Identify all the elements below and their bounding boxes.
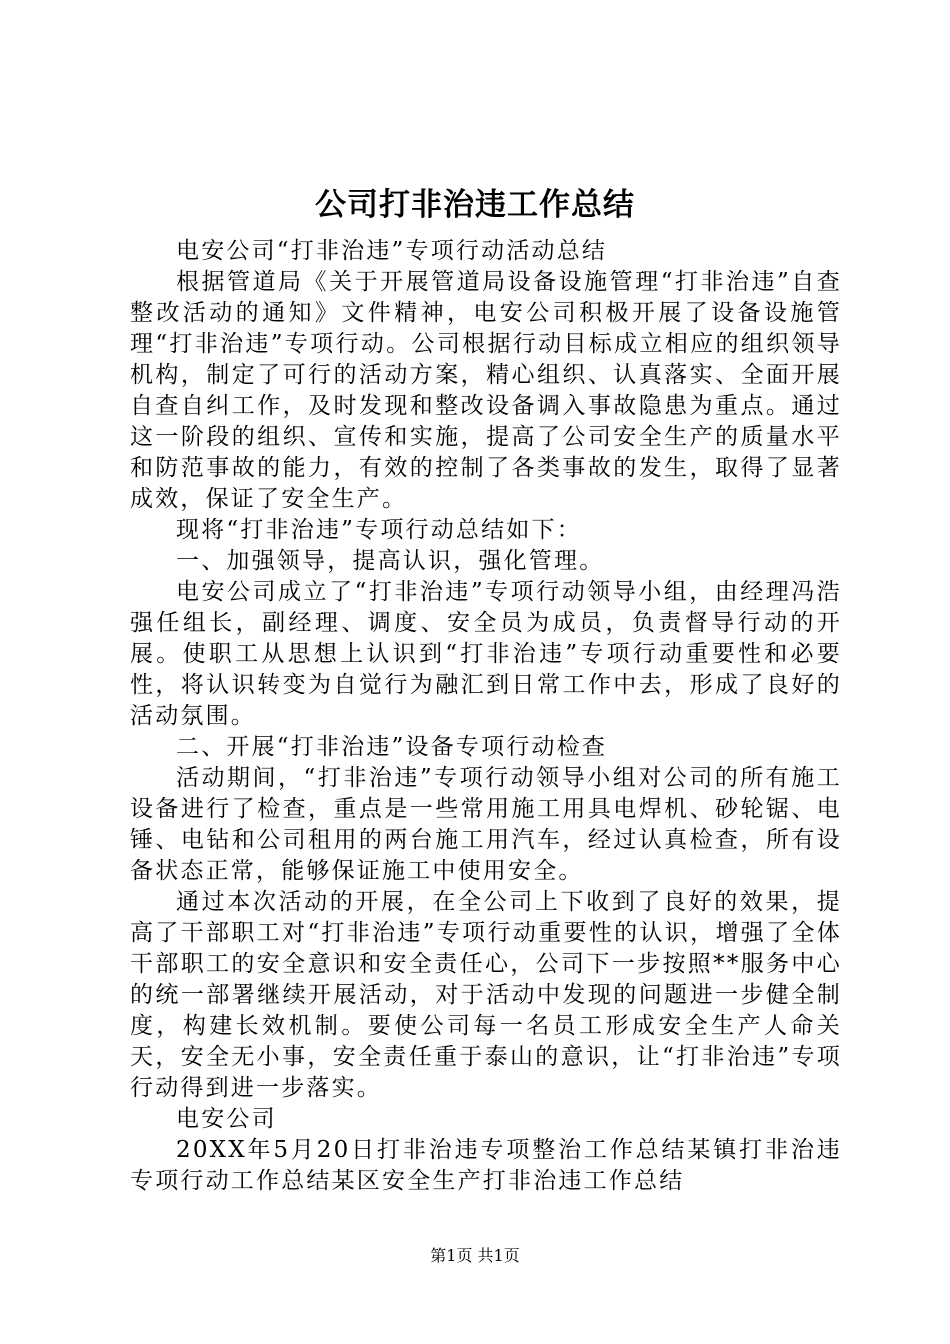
- section-heading-1: 一、加强领导，提高认识，强化管理。: [176, 548, 605, 574]
- document-title: 公司打非治违工作总结: [315, 187, 635, 223]
- page-footer: 第1页 共1页: [430, 1246, 520, 1265]
- paragraph-date-related: 20XX年5月20日打非治违专项整治工作总结某镇打非治违专项行动工作总结某区安全生产打非治违工作总结: [130, 1137, 842, 1194]
- section-heading-2: 二、开展“打非治违”设备专项行动检查: [176, 734, 608, 760]
- paragraph-summary-lead: 现将“打非治违”专项行动总结如下：: [176, 517, 582, 543]
- paragraph-section-2: 活动期间，“打非治违”专项行动领导小组对公司的所有施工设备进行了检查，重点是一些常用施工用具电焊机、砂轮锯、电锤、电钻和公司租用的两台施工用汽车，经过认真检查，所有设备状态正常，能够保证施工中使用安全。: [130, 765, 842, 884]
- paragraph-intro: 根据管道局《关于开展管道局设备设施管理“打非治违”自查整改活动的通知》文件精神，电安公司积极开展了设备设施管理“打非治违”专项行动。公司根据行动目标成立相应的组织领导机构，制定了可行的活动方案，精心组织、认真落实、全面开展自查自纠工作，及时发现和整改设备调入事故隐患为重点。通过这一阶段的组织、宣传和实施，提高了公司安全生产的质量水平和防范事故的能力，有效的控制了各类事故的发生，取得了显著成效，保证了安全生产。: [130, 269, 842, 512]
- signature: 电安公司: [176, 1106, 277, 1132]
- paragraph-heading: 电安公司“打非治违”专项行动活动总结: [176, 238, 608, 264]
- paragraph-section-1: 电安公司成立了“打非治违”专项行动领导小组，由经理冯浩强任组长，副经理、调度、安全员为成员，负责督导行动的开展。使职工从思想上认识到“打非治违”专项行动重要性和必要性，将认识转变为自觉行为融汇到日常工作中去，形成了良好的活动氛围。: [130, 579, 842, 729]
- paragraph-conclusion: 通过本次活动的开展，在全公司上下收到了良好的效果，提高了干部职工对“打非治违”专项行动重要性的认识，增强了全体干部职工的安全意识和安全责任心，公司下一步按照**服务中心的统一部署继续开展活动，对于活动中发现的问题进一步健全制度，构建长效机制。要使公司每一名员工形成安全生产人命关天，安全无小事，安全责任重于泰山的意识，让“打非治违”专项行动得到进一步落实。: [130, 889, 842, 1101]
- document-body: [130, 236, 842, 1197]
